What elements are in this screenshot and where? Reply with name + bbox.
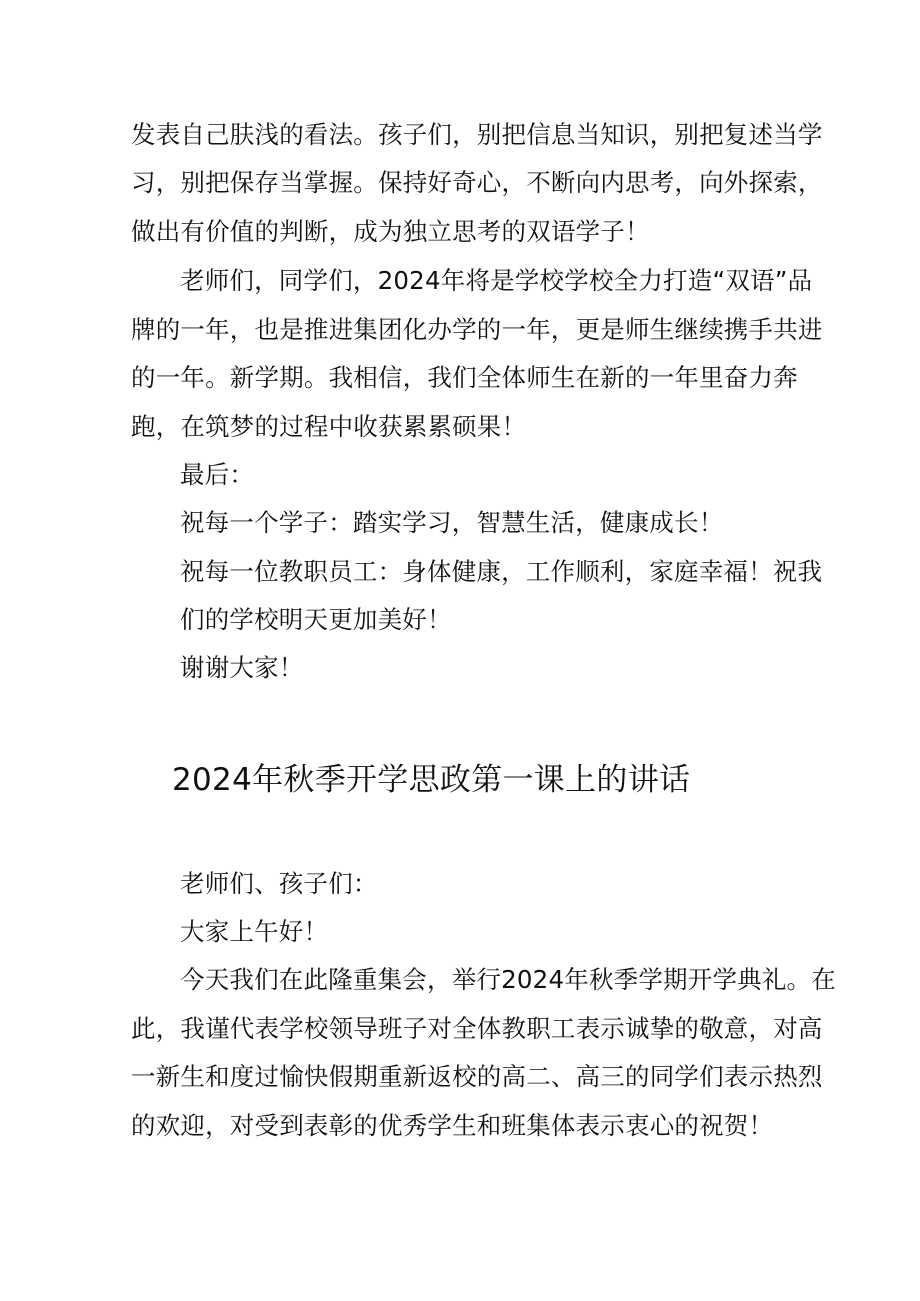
text-line: 做出有价值的判断，成为独立思考的双语学子！ <box>131 217 650 246</box>
text-line: 的一年。新学期。我相信，我们全体师生在新的一年里奋力奔 <box>131 363 798 392</box>
text-line: 此，我谨代表学校领导班子对全体教职工表示诚挚的敬意，对高 <box>131 1014 823 1043</box>
closing-label: 最后： <box>180 460 255 489</box>
text-line: 一新生和度过愉快假期重新返校的高二、高三的同学们表示热烈 <box>131 1062 823 1091</box>
text-line: 发表自己肤浅的看法。孩子们，别把信息当知识，别把复述当学 <box>131 120 823 149</box>
text-line: 今天我们在此隆重集会，举行2024年秋季学期开学典礼。在 <box>180 965 836 994</box>
text-line: 习，别把保存当掌握。保持好奇心，不断向内思考，向外探索， <box>131 168 823 197</box>
wish-students: 祝每一个学子：踏实学习，智慧生活，健康成长！ <box>180 508 724 537</box>
greeting: 大家上午好！ <box>180 917 329 946</box>
text-line: 老师们，同学们，2024年将是学校学校全力打造“双语”品 <box>180 266 813 295</box>
thanks-line: 谢谢大家！ <box>180 653 304 682</box>
wish-staff: 祝每一位教职员工：身体健康，工作顺利，家庭幸福！祝我 <box>180 557 823 586</box>
text-line: 牌的一年，也是推进集团化办学的一年，更是师生继续携手共进 <box>131 315 823 344</box>
speech-title: 2024年秋季开学思政第一课上的讲话 <box>172 762 691 798</box>
wish-staff-continued: 们的学校明天更加美好！ <box>180 605 452 634</box>
text-line: 跑，在筑梦的过程中收获累累硕果！ <box>131 412 527 441</box>
text-line: 的欢迎，对受到表彰的优秀学生和班集体表示衷心的祝贺！ <box>131 1111 774 1140</box>
salutation: 老师们、孩子们： <box>180 869 378 898</box>
